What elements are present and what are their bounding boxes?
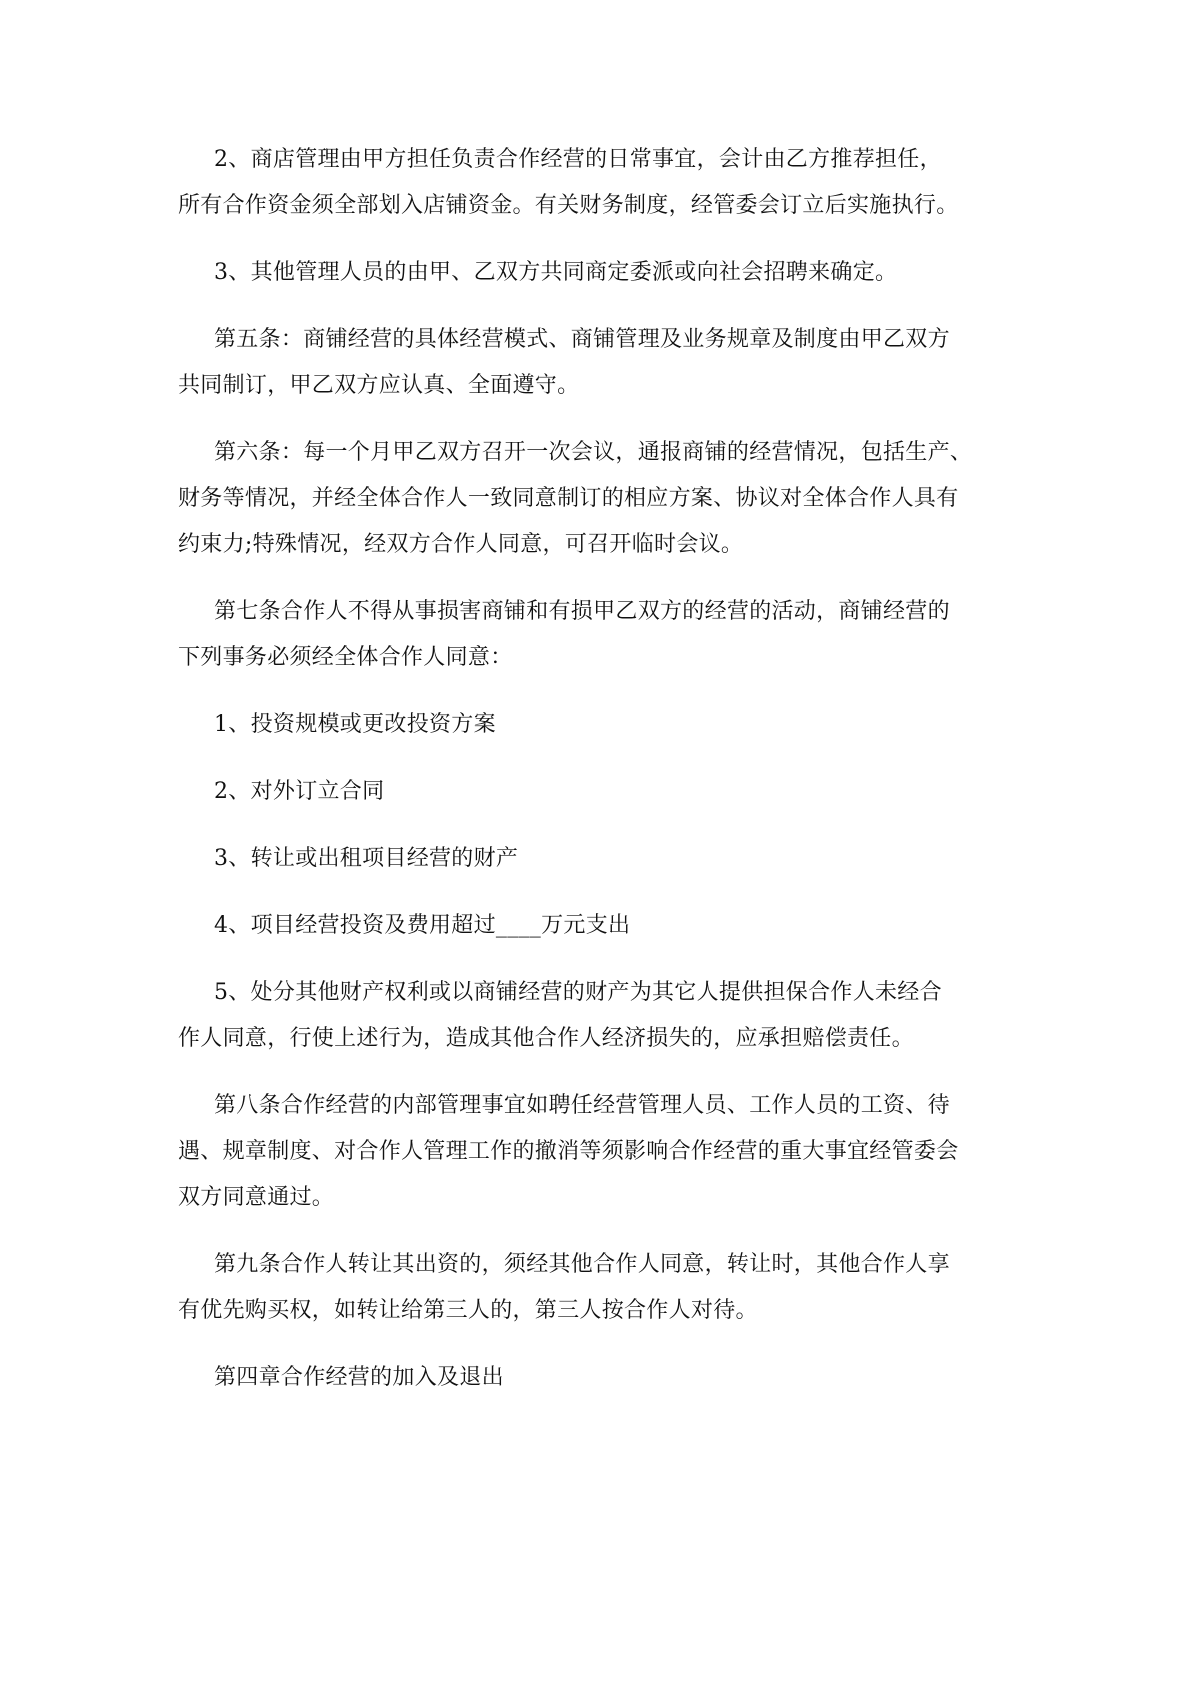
text-line: 3、其他管理人员的由甲、乙双方共同商定委派或向社会招聘来确定。 — [214, 260, 898, 285]
paragraph — [178, 1242, 968, 1334]
paragraph — [178, 970, 968, 1062]
paragraph — [178, 836, 968, 882]
text-line: 第五条：商铺经营的具体经营模式、商铺管理及业务规章及制度由甲乙双方 — [214, 327, 950, 352]
text-line: 有优先购买权，如转让给第三人的，第三人按合作人对待。 — [178, 1298, 758, 1323]
text-line: 共同制订，甲乙双方应认真、全面遵守。 — [178, 373, 580, 398]
document-body — [178, 137, 973, 1422]
text-line: 第六条：每一个月甲乙双方召开一次会议，通报商铺的经营情况，包括生产、 — [214, 440, 973, 465]
paragraph — [178, 1083, 968, 1221]
paragraph — [178, 903, 968, 949]
paragraph — [178, 430, 973, 568]
text-line: 第七条合作人不得从事损害商铺和有损甲乙双方的经营的活动，商铺经营的 — [214, 599, 950, 624]
text-line: 5、处分其他财产权利或以商铺经营的财产为其它人提供担保合作人未经合 — [214, 980, 942, 1005]
text-line: 第四章合作经营的加入及退出 — [214, 1365, 504, 1390]
paragraph — [178, 769, 968, 815]
text-line: 2、商店管理由甲方担任负责合作经营的日常事宜，会计由乙方推荐担任， — [214, 147, 942, 172]
text-line: 所有合作资金须全部划入店铺资金。有关财务制度，经管委会订立后实施执行。 — [178, 193, 959, 218]
text-line: 遇、规章制度、对合作人管理工作的撤消等须影响合作经营的重大事宜经管委会 — [178, 1139, 959, 1164]
text-line: 第八条合作经营的内部管理事宜如聘任经营管理人员、工作人员的工资、待 — [214, 1093, 950, 1118]
text-line: 下列事务必须经全体合作人同意： — [178, 645, 513, 670]
text-line: 约束力;特殊情况，经双方合作人同意，可召开临时会议。 — [178, 532, 744, 557]
text-line: 3、转让或出租项目经营的财产 — [214, 846, 519, 871]
text-line: 财务等情况，并经全体合作人一致同意制订的相应方案、协议对全体合作人具有 — [178, 486, 959, 511]
text-line: 2、对外订立合同 — [214, 779, 385, 804]
paragraph — [178, 317, 968, 409]
paragraph — [178, 250, 968, 296]
paragraph — [178, 589, 968, 681]
text-line: 第九条合作人转让其出资的，须经其他合作人同意，转让时，其他合作人享 — [214, 1252, 950, 1277]
paragraph — [178, 1355, 968, 1401]
text-line: 双方同意通过。 — [178, 1185, 335, 1210]
paragraph — [178, 702, 968, 748]
text-line: 作人同意，行使上述行为，造成其他合作人经济损失的，应承担赔偿责任。 — [178, 1026, 914, 1051]
text-line: 4、项目经营投资及费用超过____万元支出 — [214, 913, 631, 938]
text-line: 1、投资规模或更改投资方案 — [214, 712, 496, 737]
paragraph — [178, 137, 968, 229]
